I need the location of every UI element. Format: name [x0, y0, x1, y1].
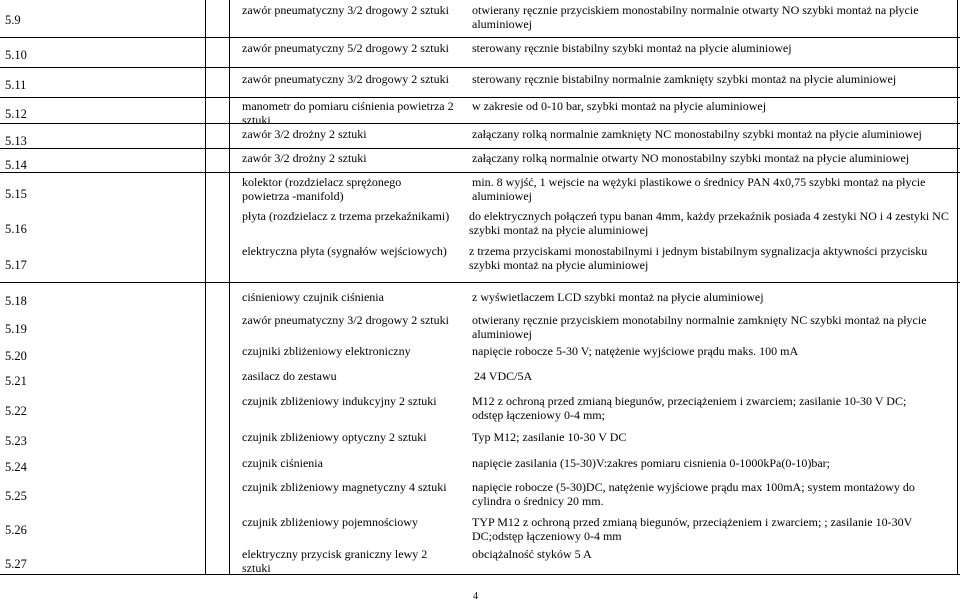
row-number: 5.11 — [5, 78, 27, 92]
item-spec: do elektrycznych połączeń typu banan 4mm, każdy przekaźnik posiada 4 zestyki NO i 4 zestyki NC szybki montaż na płycie aluminiowej — [469, 209, 949, 237]
row-number: 5.16 — [5, 222, 27, 236]
item-name: zawór pneumatyczny 5/2 drogowy 2 sztuki — [242, 41, 449, 55]
item-spec: min. 8 wyjść, 1 wejscie na wężyki plastikowe o średnicy PAN 4x0,75 szybki montaż na płycie aluminiowej — [472, 175, 926, 203]
row-number: 5.14 — [5, 158, 27, 172]
item-spec: załączany rolką normalnie zamknięty NC monostabilny szybki montaż na płycie aluminiowej — [472, 127, 922, 141]
item-name: zawór 3/2 drożny 2 sztuki — [242, 127, 367, 141]
item-spec: Typ M12; zasilanie 10-30 V DC — [472, 430, 627, 444]
item-spec: napięcie zasilania (15-30)V:zakres pomiaru cisnienia 0-1000kPa(0-10)bar; — [472, 456, 830, 470]
item-name: czujniki zbliżeniowy elektroniczny — [242, 344, 411, 358]
item-name: elektryczny przycisk graniczny lewy 2 sztuki — [242, 547, 428, 575]
row-separator — [0, 282, 960, 283]
row-separator — [0, 172, 960, 173]
row-number: 5.18 — [5, 294, 27, 308]
item-spec: napięcie robocze 5-30 V; natężenie wyjściowe prądu maks. 100 mA — [472, 344, 799, 358]
item-name: zawór pneumatyczny 3/2 drogowy 2 sztuki — [242, 313, 449, 327]
row-number: 5.15 — [5, 187, 27, 201]
row-number: 5.19 — [5, 322, 27, 336]
item-name: czujnik zbliżeniowy pojemnościowy — [242, 515, 418, 529]
item-name: zasilacz do zestawu — [242, 369, 337, 383]
row-number: 5.17 — [5, 258, 27, 272]
row-number: 5.23 — [5, 434, 27, 448]
item-name: płyta (rozdzielacz z trzema przekaźnikami) — [242, 209, 450, 223]
item-name: zawór 3/2 drożny 2 sztuki — [242, 151, 367, 165]
item-name: czujnik ciśnienia — [242, 456, 323, 470]
row-number: 5.13 — [5, 134, 27, 148]
row-separator — [0, 148, 960, 149]
item-spec: otwierany ręcznie przyciskiem monotabilny normalnie zamknięty NC szybki montaż na płycie aluminiowej — [472, 313, 927, 341]
row-number: 5.26 — [5, 523, 27, 537]
row-number: 5.20 — [5, 349, 27, 363]
item-name: czujnik zbliżeniowy magnetyczny 4 sztuki — [242, 480, 447, 494]
item-spec: załączany rolką normalnie otwarty NO monostabilny szybki montaż na płycie aluminiowej — [472, 151, 910, 165]
item-spec: obciążalność styków 5 A — [472, 547, 592, 561]
item-name: kolektor (rozdzielacz sprężonego powietrza -manifold) — [242, 175, 402, 203]
item-name: zawór pneumatyczny 3/2 drogowy 2 sztuki — [242, 3, 449, 17]
row-number: 5.22 — [5, 404, 27, 418]
row-number: 5.25 — [5, 489, 27, 503]
col-separator — [205, 0, 206, 575]
item-spec: TYP M12 z ochroną przed zmianą biegunów, przeciążeniem i zwarciem; ; zasilanie 10-30V DC;odstęp łączeniowy 0-4 mm — [472, 515, 913, 543]
item-spec: z wyświetlaczem LCD szybki montaż na płycie aluminiowej — [472, 290, 764, 304]
page-number: 4 — [473, 591, 478, 602]
row-separator — [0, 97, 960, 98]
item-spec: sterowany ręcznie bistabilny szybki montaż na płycie aluminiowej — [472, 41, 792, 55]
row-separator — [0, 123, 960, 124]
row-number: 5.24 — [5, 460, 27, 474]
row-number: 5.10 — [5, 48, 27, 62]
col-separator — [229, 0, 230, 575]
item-name: manometr do pomiaru ciśnienia powietrza 2 sztuki — [242, 99, 454, 127]
item-name: elektryczna płyta (sygnałów wejściowych) — [242, 244, 447, 258]
item-spec: M12 z ochroną przed zmianą biegunów, przeciążeniem i zwarciem; zasilanie 10-30 V DC; odstęp łączeniowy 0-4 mm; — [472, 394, 907, 422]
item-name: czujnik zbliżeniowy indukcyjny 2 sztuki — [242, 394, 437, 408]
row-number: 5.12 — [5, 107, 27, 121]
item-name: ciśnieniowy czujnik ciśnienia — [242, 290, 384, 304]
item-spec: z trzema przyciskami monostabilnymi i jednym bistabilnym sygnalizacja aktywności przycisku szybki montaż na płycie aluminiowej — [469, 244, 928, 272]
row-separator — [0, 574, 960, 575]
row-number: 5.27 — [5, 557, 27, 571]
row-separator — [0, 37, 960, 38]
item-spec: otwierany ręcznie przyciskiem monostabilny normalnie otwarty NO szybki montaż na płycie aluminiowej — [472, 3, 919, 31]
item-spec: sterowany ręcznie bistabilny normalnie zamknięty szybki montaż na płycie aluminiowej — [472, 72, 897, 86]
row-separator — [0, 67, 960, 68]
item-spec: 24 VDC/5A — [474, 369, 533, 383]
item-name: czujnik zbliżeniowy optyczny 2 sztuki — [242, 430, 427, 444]
row-number: 5.9 — [5, 13, 21, 27]
item-spec: napięcie robocze (5-30)DC, natężenie wyjściowe prądu max 100mA; system montażowy do cylindra o średnicy 20 mm. — [472, 480, 915, 508]
col-separator — [957, 0, 958, 575]
row-number: 5.21 — [5, 374, 27, 388]
item-name: zawór pneumatyczny 3/2 drogowy 2 sztuki — [242, 72, 449, 86]
item-spec: w zakresie od 0-10 bar, szybki montaż na płycie aluminiowej — [472, 99, 767, 113]
